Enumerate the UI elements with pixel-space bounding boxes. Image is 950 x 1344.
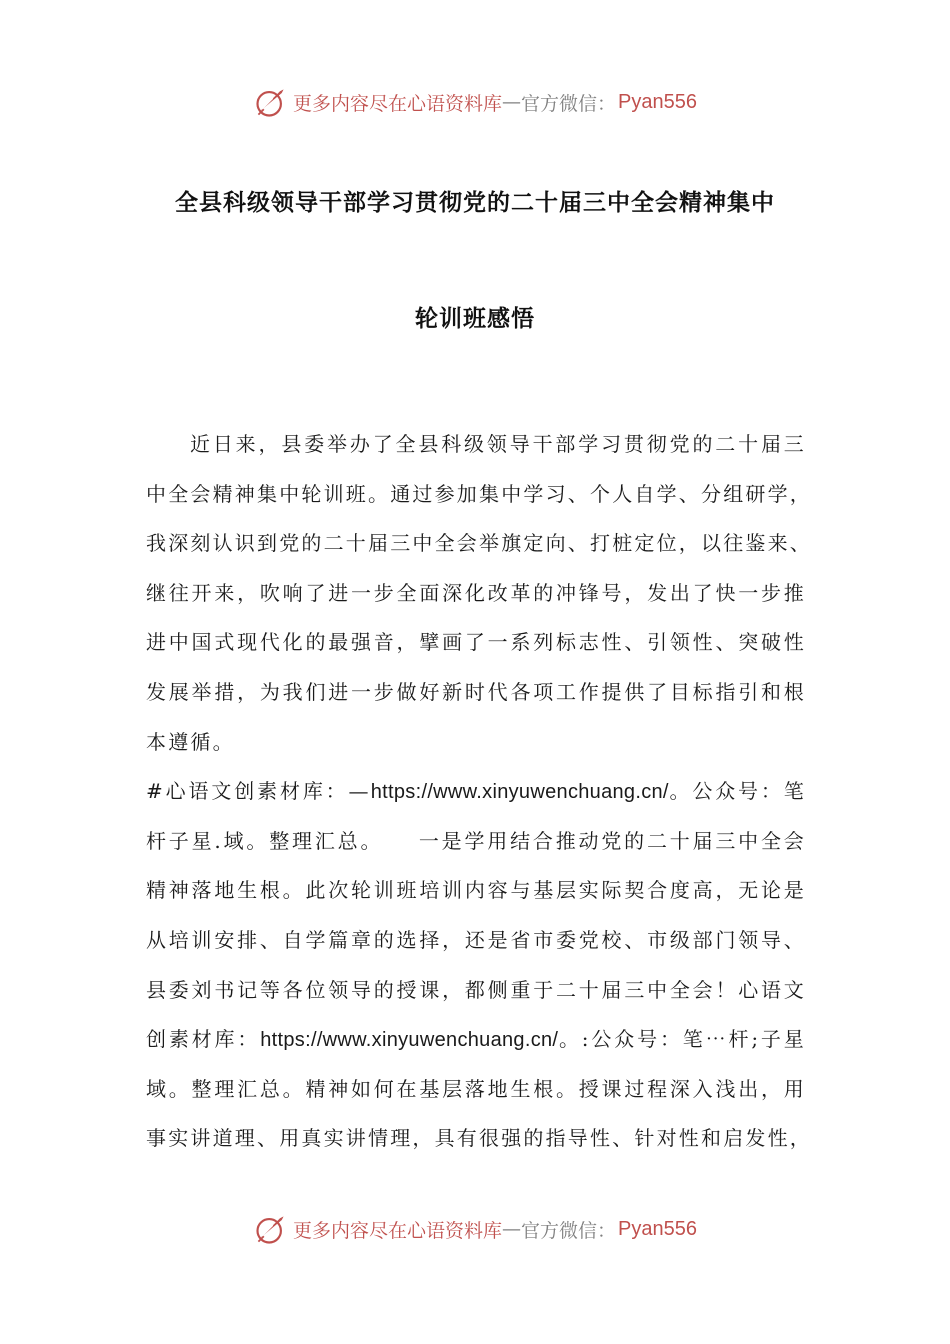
banner-wechat-id: Pyan556: [618, 1217, 697, 1240]
quill-pen-logo-icon: [253, 1211, 289, 1247]
body-line: 本遵循。: [146, 729, 235, 754]
banner-dash: —: [502, 1218, 522, 1240]
footer-banner: [0, 1207, 950, 1251]
latin-run: https://www.xinyuwenchuang.cn/: [260, 1029, 559, 1052]
body-line: 近日来，县委举办了全县科级领导干部学习贯彻党的二十届三: [190, 432, 806, 456]
body-line: 进中国式现代化的最强音，擘画了一系列标志性、引领性、突破性: [146, 630, 806, 655]
document-title-line-2: 轮训班感悟: [415, 306, 535, 332]
body-line: 杆子星.域。整理汇总。 一是学用结合推动党的二十届三中全会: [146, 828, 806, 853]
banner-dash: —: [502, 91, 522, 113]
body-line: 发展举措，为我们进一步做好新时代各项工作提供了目标指引和根: [146, 679, 806, 704]
body-line: 创素材库：https://www.xinyuwenchuang.cn/。:公众号：笔⋯杆;子星: [146, 1027, 806, 1052]
header-banner: [0, 80, 950, 124]
banner-wechat-id: Pyan556: [618, 90, 697, 113]
banner-label: 官方微信：: [521, 92, 617, 115]
latin-run: https://www.xinyuwenchuang.cn/: [370, 781, 669, 804]
document-title-line-1: 全县科级领导干部学习贯彻党的二十届三中全会精神集中: [175, 190, 775, 216]
body-line: 事实讲道理、用真实讲情理，具有很强的指导性、针对性和启发性，: [146, 1126, 812, 1151]
body-line: 县委刘书记等各位领导的授课，都侧重于二十届三中全会！心语文: [146, 977, 806, 1002]
body-line: 域。整理汇总。精神如何在基层落地生根。授课过程深入浅出，用: [146, 1076, 806, 1101]
body-line: #心语文创素材库：—https://www.xinyuwenchuang.cn/。公众号：笔: [146, 779, 806, 804]
body-line: 精神落地生根。此次轮训班培训内容与基层实际契合度高，无论是: [146, 878, 806, 903]
banner-main-text: 更多内容尽在心语资料库: [293, 1219, 503, 1242]
banner-main-text: 更多内容尽在心语资料库: [293, 92, 503, 115]
quill-pen-logo-icon: [253, 84, 289, 120]
body-line: 继往开来，吹响了进一步全面深化改革的冲锋号，发出了快一步推: [146, 580, 806, 605]
body-line: 中全会精神集中轮训班。通过参加集中学习、个人自学、分组研学，: [146, 481, 812, 506]
body-line: 从培训安排、自学篇章的选择，还是省市委党校、市级部门领导、: [146, 927, 806, 952]
document-body: [146, 420, 812, 1164]
banner-label: 官方微信：: [521, 1219, 617, 1242]
body-line: 我深刻认识到党的二十届三中全会举旗定向、打桩定位，以往鉴来、: [146, 531, 812, 556]
